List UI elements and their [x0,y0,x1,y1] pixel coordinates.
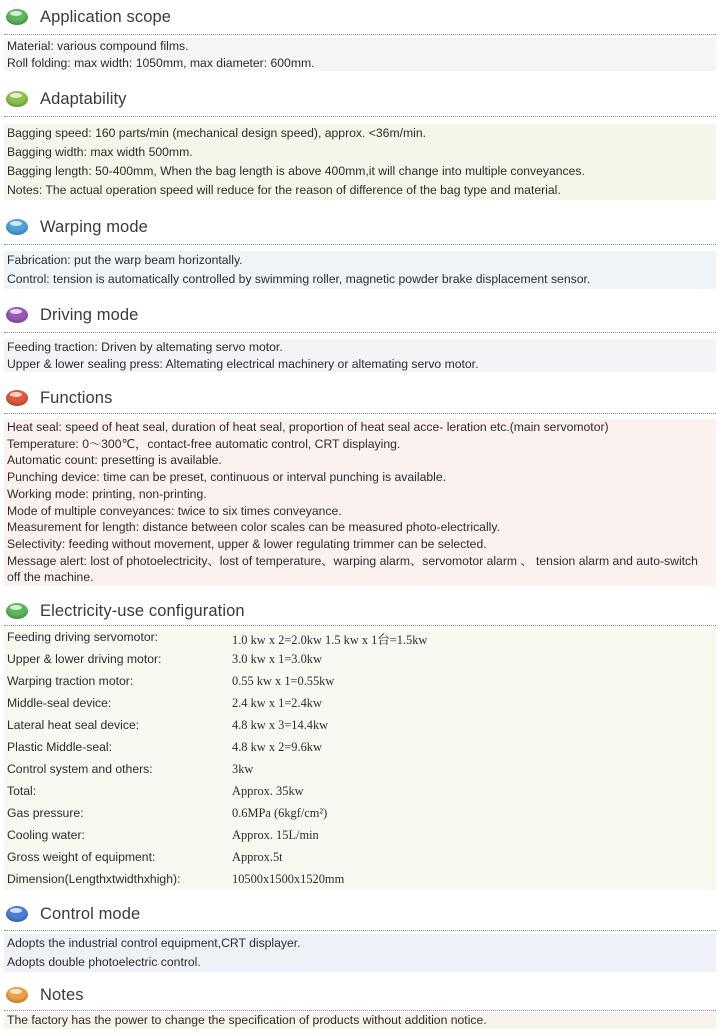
text-line: Notes: The actual operation speed will reduce for the reason of difference of the bag type and material. [7,183,561,197]
section-body-control-mode [4,934,716,972]
green-bullet-icon [6,603,28,619]
section-body-application-scope [4,38,716,71]
green-bullet-icon [6,9,28,25]
spec-key: Control system and others: [7,762,153,776]
section-title: Functions [40,388,113,407]
section-header-application-scope [0,2,720,32]
section-header-driving-mode [0,300,720,330]
text-line: Control: tension is automatically controlled by swimming roller, magnetic powder brake displacement sensor. [7,272,591,286]
spec-row [4,825,716,847]
section-header-functions [0,383,720,413]
spec-value: 3.0 kw x 1=3.0kw [232,652,322,666]
spec-value: 3kw [232,762,254,776]
purple-bullet-icon [6,307,28,323]
spec-key: Plastic Middle-seal: [7,740,112,754]
text-line: Fabrication: put the warp beam horizontally. [7,253,243,267]
spec-key: Feeding driving servomotor: [7,630,159,644]
text-line: Material: various compound films. [7,39,189,53]
section-title: Application scope [40,7,172,26]
spec-key: Gross weight of equipment: [7,850,156,864]
section-title: Warping mode [40,217,148,236]
section-header-electricity [0,596,720,626]
section-body-warping-mode [4,251,716,289]
section-title: Driving mode [40,305,139,324]
spec-value: 4.8 kw x 2=9.6kw [232,740,322,754]
text-line: Working mode: printing, non-printing. [7,486,207,501]
spec-row [4,781,716,803]
orange-bullet-icon [6,987,28,1003]
text-line: Message alert: lost of photoelectricity、lost of temperature、warping alarm、servomotor alarm 、 tension alarm and auto-switch off the machine. [7,553,698,585]
spec-row [4,671,716,693]
text-line: Heat seal: speed of heat seal, duration of heat seal, proportion of heat seal acce- leration etc.(main servomotor) [7,420,609,434]
text-line: Adopts the industrial control equipment,CRT displayer. [7,936,301,950]
divider [4,413,716,414]
section-title: Electricity-use configuration [40,601,245,620]
spec-value: 0.6MPa (6kgf/cm²) [232,806,328,820]
text-line: Feeding traction: Driven by altemating servo motor. [7,340,283,354]
text-line: Bagging length: 50-400mm, When the bag length is above 400mm,it will change into multiple conveyances. [7,164,585,178]
section-body-notes [4,1012,716,1029]
spec-row [4,869,716,891]
text-line: Temperature: 0～300℃，contact-free automatic control, CRT displaying. [7,436,401,451]
section-header-warping-mode [0,212,720,242]
lime-bullet-icon [6,91,28,107]
divider [4,1010,716,1011]
spec-row [4,627,716,649]
spec-key: Cooling water: [7,828,85,842]
text-line: Measurement for length: distance between color scales can be measured photo-electrically. [7,520,500,535]
spec-value: 0.55 kw x 1=0.55kw [232,674,335,688]
divider [4,116,716,117]
blue-bullet-icon [6,219,28,235]
spec-key: Middle-seal device: [7,696,112,710]
section-header-notes [0,980,720,1010]
spec-key: Warping traction motor: [7,674,134,688]
spec-key: Gas pressure: [7,806,84,820]
divider [4,332,716,333]
spec-key: Lateral heat seal device: [7,718,140,732]
spec-value: 2.4 kw x 1=2.4kw [232,696,322,710]
section-title: Notes [40,985,84,1004]
spec-key: Dimension(Lengthxtwidthxhigh): [7,872,181,886]
spec-key: Upper & lower driving motor: [7,652,162,666]
spec-value: 1.0 kw x 2=2.0kw 1.5 kw x 1台=1.5kw [232,633,428,647]
spec-key: Total: [7,784,37,798]
spec-row [4,847,716,869]
section-title: Adaptability [40,89,127,108]
text-line: Roll folding: max width: 1050mm, max diameter: 600mm. [7,55,315,70]
text-line: Adopts double photoelectric control. [7,955,201,969]
section-body-adaptability [4,124,716,200]
spec-row [4,693,716,715]
spec-row [4,803,716,825]
text-line: Bagging speed: 160 parts/min (mechanical design speed), approx. <36m/min. [7,126,427,140]
divider [4,930,716,931]
spec-row [4,715,716,737]
text-line: Automatic count: presetting is available. [7,453,222,468]
spec-value: Approx. 15L/min [232,828,319,842]
section-body-driving-mode [4,339,716,372]
section-header-adaptability [0,84,720,114]
spec-value: 10500x1500x1520mm [232,872,345,886]
spec-row [4,759,716,781]
section-body-functions [4,419,716,586]
spec-row [4,737,716,759]
divider [4,244,716,245]
text-line: Upper & lower sealing press: Altemating electrical machinery or altemating servo motor. [7,356,479,371]
text-line: Punching device: time can be preset, continuous or interval punching is available. [7,470,447,485]
text-line: Bagging width: max width 500mm. [7,145,193,159]
text-line: Mode of multiple conveyances: twice to six times conveyance. [7,503,342,518]
text-line: Selectivity: feeding without movement, upper & lower regulating trimmer can be selected. [7,536,487,551]
spec-value: Approx.5t [232,850,283,864]
blue-bullet-icon [6,906,28,922]
section-title: Control mode [40,904,141,923]
section-header-control-mode [0,899,720,929]
red-bullet-icon [6,390,28,406]
spec-value: 4.8 kw x 3=14.4kw [232,718,329,732]
divider [4,34,716,35]
text-line: The factory has the power to change the specification of products without addition notice. [7,1013,487,1027]
spec-value: Approx. 35kw [232,784,304,798]
spec-row [4,649,716,671]
